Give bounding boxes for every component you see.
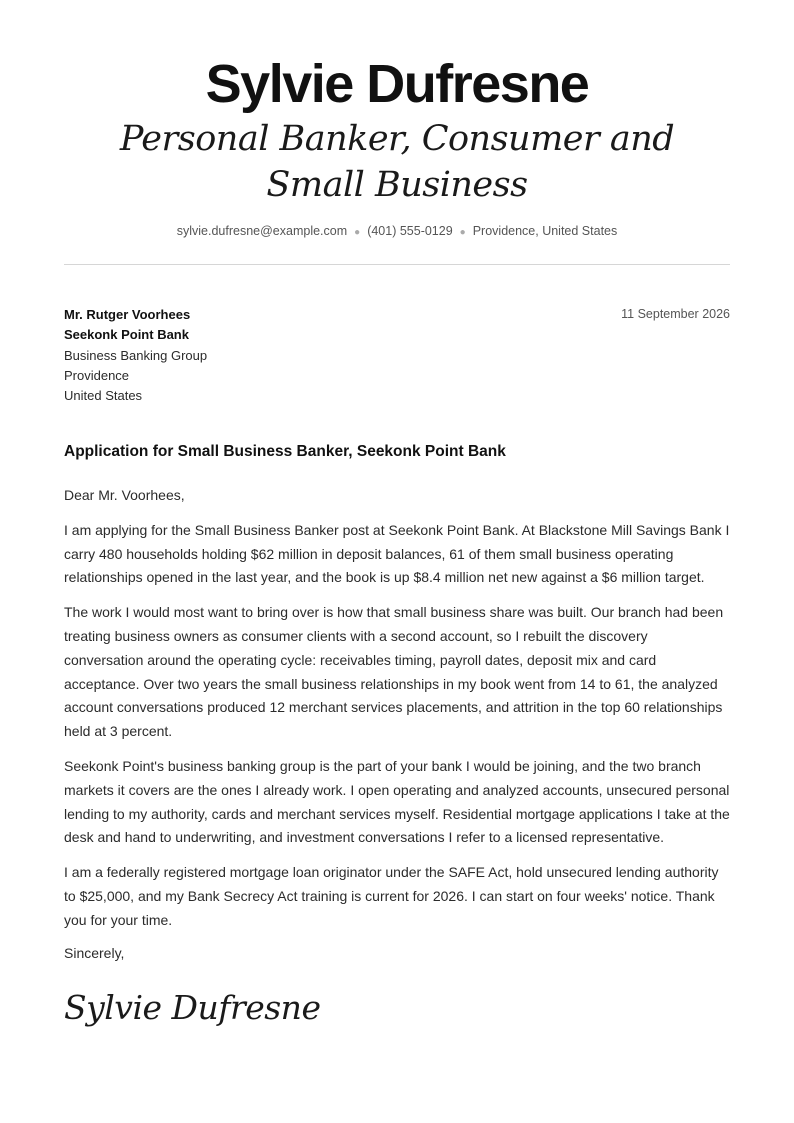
- body-paragraph: Seekonk Point's business banking group is the part of your bank I would be joining, and the two branch markets it covers are the ones I already work. I open operating and analyzed accounts, unsecured personal lending to my authority, cards and merchant services myself. Residential mortgage applications I take at the desk and hand to underwriting, and investment conversations I refer to a licensed representative.: [64, 757, 730, 846]
- recipient-company: Seekonk Point Bank: [64, 327, 189, 343]
- salutation: Dear Mr. Voorhees,: [64, 487, 185, 503]
- recipient-country: United States: [64, 388, 143, 404]
- separator-dot-icon: ●: [354, 227, 361, 238]
- closing: Sincerely,: [64, 945, 125, 961]
- body-paragraph: I am a federally registered mortgage loan originator under the SAFE Act, hold unsecured lending authority to $25,000, and my Bank Secrecy Act training is current for 2026. I can start on four weeks' notice. Thank you for your time.: [64, 864, 719, 928]
- applicant-name: Sylvie Dufresne: [205, 54, 589, 114]
- letter-date: 11 September 2026: [621, 307, 730, 321]
- body-paragraph: The work I would most want to bring over is how that small business share was built. Our branch had been treating business owners as consumer clients with a second account, so I rebuilt the discovery conversation around the operating cycle: receivables timing, payroll dates, deposit mix and card acceptance. Over two years the small business relationships in my book went from 14 to 61, the analyzed account conversations produced 12 merchant services placements, and attrition in the top 60 relationships held at 3 percent.: [64, 604, 724, 740]
- header-divider: [64, 264, 730, 265]
- letter-subject: Application for Small Business Banker, Seekonk Point Bank: [64, 443, 506, 460]
- letter-body: [64, 484, 730, 944]
- recipient-name: Mr. Rutger Voorhees: [64, 307, 191, 322]
- recipient-department: Business Banking Group: [64, 347, 208, 363]
- separator-dot-icon: ●: [459, 227, 466, 238]
- contact-email: sylvie.dufresne@example.com: [176, 224, 348, 238]
- contact-phone: (401) 555-0129: [367, 224, 453, 238]
- contact-line: [0, 222, 794, 242]
- recipient-block: [64, 305, 464, 406]
- applicant-title: Personal Banker, Consumer and Small Business: [119, 119, 675, 205]
- signature: Sylvie Dufresne: [64, 988, 321, 1027]
- body-paragraph: I am applying for the Small Business Banker post at Seekonk Point Bank. At Blackstone Mill Savings Bank I carry 480 households holding $62 million in deposit balances, 61 of them small business operating relationships opened in the last year, and the book is up $8.4 million net new against a $6 million target.: [64, 521, 730, 586]
- recipient-city: Providence: [64, 367, 130, 383]
- contact-location: Providence, United States: [472, 224, 618, 238]
